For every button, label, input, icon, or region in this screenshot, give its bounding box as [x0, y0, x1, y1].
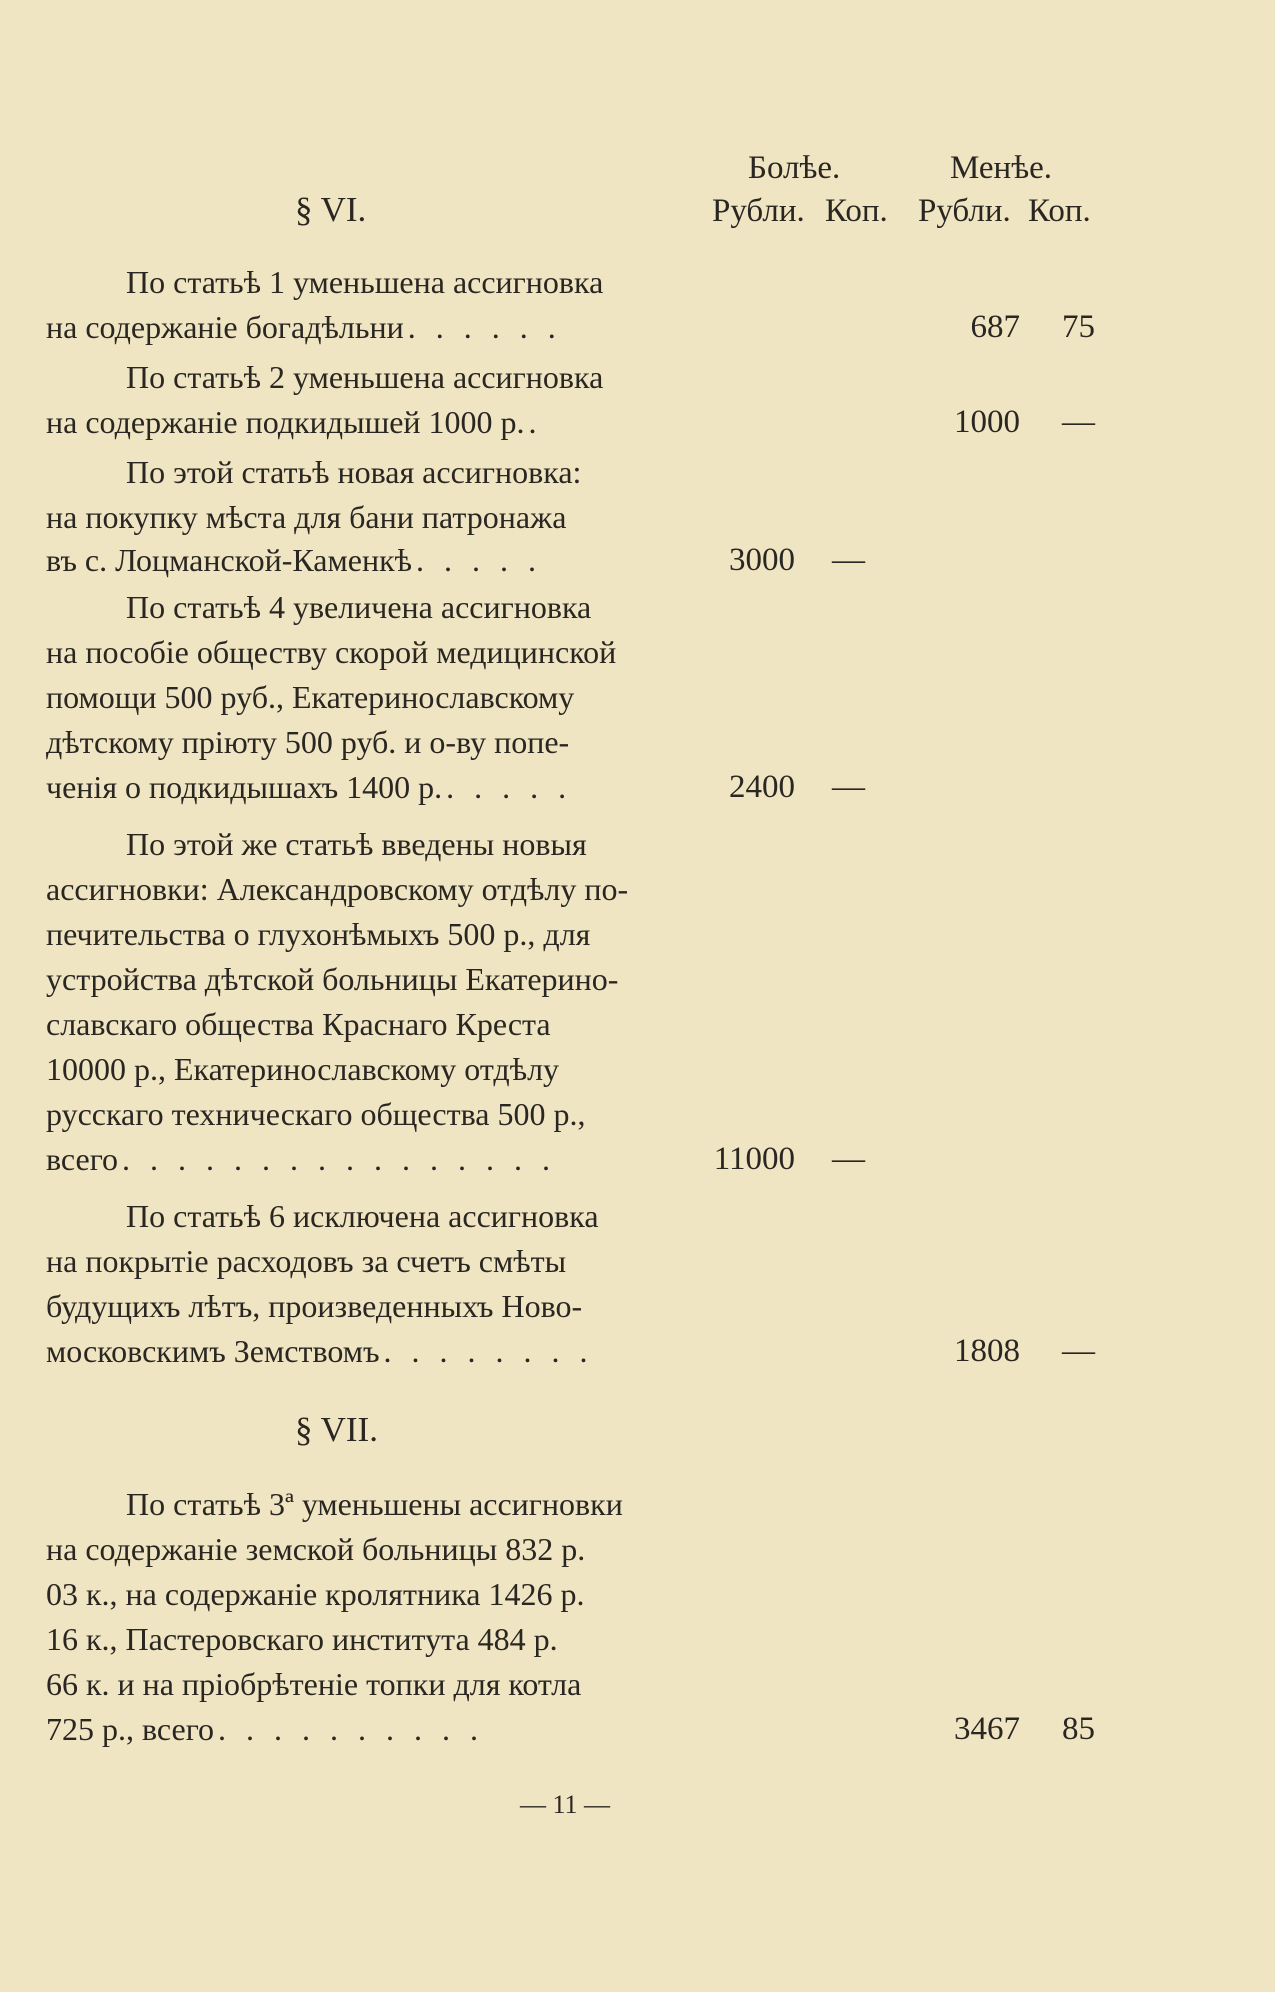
text-line: [46, 307, 646, 347]
line-text: 66 к. и на пріобрѣтеніе топки для котла: [46, 1666, 582, 1702]
text-line: [46, 1619, 646, 1659]
text-line: [46, 914, 646, 954]
line-text: По статьѣ 1 уменьшена ассигновка: [126, 264, 604, 300]
amount-more-kop: —: [832, 1141, 865, 1177]
header-less: Менѣе.: [950, 150, 1053, 186]
line-text: на содержаніе богадѣльни: [46, 309, 404, 345]
amount-less-kop: 85: [1062, 1711, 1095, 1747]
text-line: [46, 1004, 646, 1044]
leader-dots: . . . . . . . . . . . . . . . .: [122, 1141, 557, 1177]
line-text: въ с. Лоцманской-Каменкѣ: [46, 542, 412, 578]
text-line: [126, 1484, 646, 1524]
line-text: печительства о глухонѣмыхъ 500 р., для: [46, 916, 591, 952]
line-text: По статьѣ 3ª уменьшены ассигновки: [126, 1486, 623, 1522]
page-number: — 11 —: [520, 1790, 611, 1819]
line-text: ченія о подкидышахъ 1400 р.: [46, 769, 443, 805]
section-title: § VII.: [295, 1410, 378, 1449]
amount-less-kop: —: [1062, 1333, 1095, 1369]
text-line: [46, 402, 646, 442]
header-more: Болѣе.: [748, 150, 841, 186]
text-line: [46, 540, 646, 580]
amount-more-rubles: 11000: [713, 1141, 795, 1177]
text-line: [46, 677, 646, 717]
line-text: на пособіе обществу скорой медицинской: [46, 634, 617, 670]
line-text: будущихъ лѣтъ, произведенныхъ Ново-: [46, 1288, 583, 1324]
amount-less-rubles: 3467: [954, 1711, 1020, 1747]
header-rubles-less: Рубли.: [918, 193, 1011, 229]
line-text: славскаго общества Краснаго Креста: [46, 1006, 551, 1042]
text-line: [46, 1574, 646, 1614]
line-text: на содержаніе подкидышей 1000 р.: [46, 404, 525, 440]
line-text: на содержаніе земской больницы 832 р.: [46, 1531, 586, 1567]
text-line: [46, 1529, 646, 1569]
header-kop-less: Коп.: [1028, 193, 1091, 229]
leader-dots: . . . . .: [415, 542, 542, 578]
text-line: [126, 262, 646, 302]
text-line: [126, 452, 646, 492]
line-text: 16 к., Пастеровскаго института 484 р.: [46, 1621, 558, 1657]
line-text: русскаго техническаго общества 500 р.,: [46, 1096, 586, 1132]
line-text: По статьѣ 6 исключена ассигновка: [126, 1198, 599, 1234]
line-text: всего: [46, 1141, 119, 1177]
line-text: 10000 р., Екатеринославскому отдѣлу: [46, 1051, 560, 1087]
text-line: [126, 1196, 646, 1236]
line-text: на покупку мѣста для бани патронажа: [46, 499, 567, 535]
leader-dots: . . . . . . . .: [383, 1333, 594, 1369]
line-text: ассигновки: Александровскому отдѣлу по-: [46, 871, 629, 907]
amount-more-kop: —: [832, 769, 865, 805]
amount-less-kop: —: [1062, 404, 1095, 440]
text-line: [46, 1286, 646, 1326]
line-text: По статьѣ 4 увеличена ассигновка: [126, 589, 592, 625]
text-line: [126, 357, 646, 397]
text-line: [46, 632, 646, 672]
text-line: [46, 1049, 646, 1089]
amount-more-kop: —: [832, 542, 865, 578]
text-line: [46, 1331, 646, 1371]
line-text: устройства дѣтской больницы Екатерино-: [46, 961, 619, 997]
header-rubles-more: Рубли.: [712, 193, 805, 229]
text-line: [46, 1139, 646, 1179]
leader-dots: . . . . . . . . . .: [218, 1711, 485, 1747]
text-line: [46, 1241, 646, 1281]
amount-more-rubles: 3000: [729, 542, 795, 578]
text-line: [46, 1709, 646, 1749]
line-text: По статьѣ 2 уменьшена ассигновка: [126, 359, 604, 395]
section-title: § VI.: [295, 190, 367, 229]
text-line: [46, 1664, 646, 1704]
text-line: [126, 824, 646, 864]
line-text: По этой статьѣ новая ассигновка:: [126, 454, 582, 490]
amount-less-rubles: 1808: [954, 1333, 1020, 1369]
text-line: [46, 722, 646, 762]
text-line: [46, 959, 646, 999]
text-line: [46, 869, 646, 909]
amount-less-kop: 75: [1062, 309, 1095, 345]
leader-dots: . . . . .: [446, 769, 573, 805]
leader-dots: . . . . . .: [407, 309, 562, 345]
line-text: 03 к., на содержаніе кролятника 1426 р.: [46, 1576, 585, 1612]
text-line: [46, 497, 646, 537]
line-text: московскимъ Земствомъ: [46, 1333, 380, 1369]
text-line: [126, 587, 646, 627]
amount-more-rubles: 2400: [729, 769, 795, 805]
line-text: 725 р., всего: [46, 1711, 215, 1747]
line-text: дѣтскому пріюту 500 руб. и о-ву попе-: [46, 724, 570, 760]
amount-less-rubles: 1000: [954, 404, 1020, 440]
text-line: [46, 1094, 646, 1134]
line-text: По этой же статьѣ введены новыя: [126, 826, 587, 862]
amount-less-rubles: 687: [970, 309, 1020, 345]
line-text: помощи 500 руб., Екатеринославскому: [46, 679, 575, 715]
line-text: на покрытіе расходовъ за счетъ смѣты: [46, 1243, 567, 1279]
text-line: [46, 767, 646, 807]
leader-dots: .: [528, 404, 543, 440]
header-kop-more: Коп.: [825, 193, 888, 229]
